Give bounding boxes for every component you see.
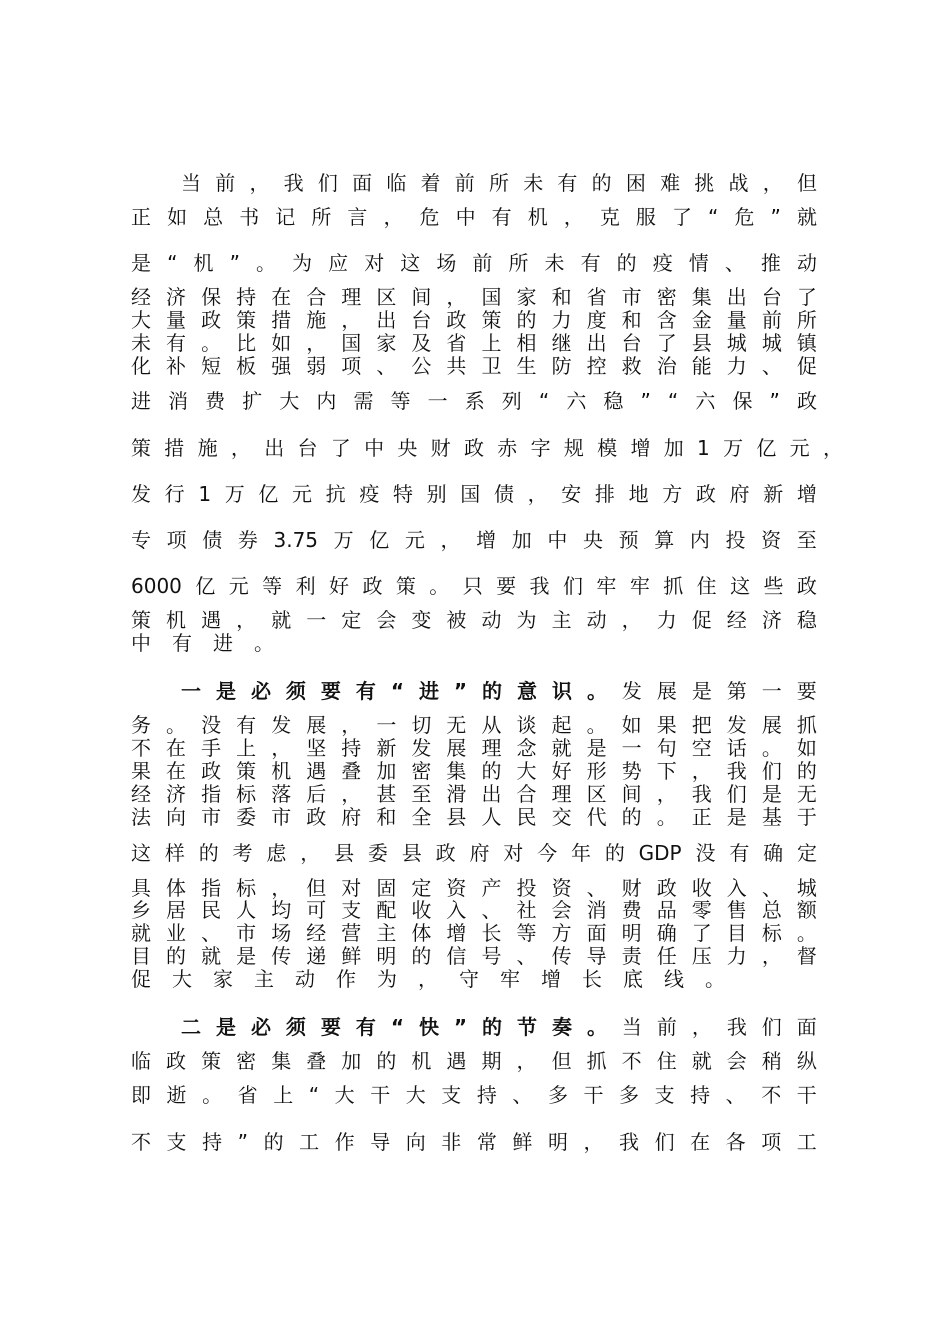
paragraph-line: 中 有 进 。 xyxy=(131,631,274,655)
section-heading-line: 一 是 必 须 要 有 “ 进 ” 的 意 识 。 发 展 是 第 一 要 xyxy=(181,679,817,703)
paragraph-line: 不 在 手 上 ， 坚 持 新 发 展 理 念 就 是 一 句 空 话 。 如 xyxy=(131,736,817,760)
section-heading-line: 二 是 必 须 要 有 “ 快 ” 的 节 奏 。 当 前 ， 我 们 面 xyxy=(181,1015,817,1039)
paragraph-line: 发 行 1 万 亿 元 抗 疫 特 别 国 债 ， 安 排 地 方 政 府 新 增 xyxy=(131,482,817,506)
paragraph-line: 促 大 家 主 动 作 为 ， 守 牢 增 长 底 线 。 xyxy=(131,967,725,991)
paragraph-line: 化 补 短 板 强 弱 项 、 公 共 卫 生 防 控 救 治 能 力 、 促 xyxy=(131,354,817,378)
paragraph-line: 具 体 指 标 ， 但 对 固 定 资 产 投 资 、 财 政 收 入 、 城 xyxy=(131,876,817,900)
paragraph-line: 专 项 债 券 3.75 万 亿 元 ， 增 加 中 央 预 算 内 投 资 至 xyxy=(131,528,817,552)
paragraph-line: 6000 亿 元 等 利 好 政 策 。 只 要 我 们 牢 牢 抓 住 这 些 政 xyxy=(131,574,817,598)
paragraph-line: 不 支 持 ” 的 工 作 导 向 非 常 鲜 明 ， 我 们 在 各 项 工 xyxy=(131,1130,817,1154)
paragraph-line: 临 政 策 密 集 叠 加 的 机 遇 期 ， 但 抓 不 住 就 会 稍 纵 xyxy=(131,1049,817,1073)
paragraph-line: 未 有 。 比 如 ， 国 家 及 省 上 相 继 出 台 了 县 城 城 镇 xyxy=(131,331,817,355)
paragraph-line: 正 如 总 书 记 所 言 ， 危 中 有 机 ， 克 服 了 “ 危 ” 就 xyxy=(131,205,817,229)
paragraph-line: 务 。 没 有 发 展 ， 一 切 无 从 谈 起 。 如 果 把 发 展 抓 xyxy=(131,713,817,737)
paragraph-line: 乡 居 民 人 均 可 支 配 收 入 、 社 会 消 费 品 零 售 总 额 xyxy=(131,898,817,922)
paragraph-line: 目 的 就 是 传 递 鲜 明 的 信 号 、 传 导 责 任 压 力 ， 督 xyxy=(131,944,817,968)
paragraph-line: 经 济 保 持 在 合 理 区 间 ， 国 家 和 省 市 密 集 出 台 了 xyxy=(131,285,817,309)
paragraph-line: 果 在 政 策 机 遇 叠 加 密 集 的 大 好 形 势 下 ， 我 们 的 xyxy=(131,759,817,783)
paragraph-line: 策 措 施 ， 出 台 了 中 央 财 政 赤 字 规 模 增 加 1 万 亿 元 ， xyxy=(131,436,843,460)
paragraph-line: 大 量 政 策 措 施 ， 出 台 政 策 的 力 度 和 含 金 量 前 所 xyxy=(131,308,817,332)
paragraph-line: 这 样 的 考 虑 ， 县 委 县 政 府 对 今 年 的 GDP 没 有 确 定 xyxy=(131,841,817,865)
paragraph-line: 即 逝 。 省 上 “ 大 干 大 支 持 、 多 干 多 支 持 、 不 干 xyxy=(131,1083,817,1107)
paragraph-line: 策 机 遇 ， 就 一 定 会 变 被 动 为 主 动 ， 力 促 经 济 稳 xyxy=(131,608,817,632)
paragraph-line: 就 业 、 市 场 经 营 主 体 增 长 等 方 面 明 确 了 目 标 。 xyxy=(131,921,817,945)
paragraph-line: 当 前 ， 我 们 面 临 着 前 所 未 有 的 困 难 挑 战 ， 但 xyxy=(181,171,817,195)
paragraph-line: 法 向 市 委 市 政 府 和 全 县 人 民 交 代 的 。 正 是 基 于 xyxy=(131,805,817,829)
paragraph-line: 经 济 指 标 落 后 ， 甚 至 滑 出 合 理 区 间 ， 我 们 是 无 xyxy=(131,782,817,806)
paragraph-line: 是 “ 机 ” 。 为 应 对 这 场 前 所 未 有 的 疫 情 、 推 动 xyxy=(131,251,817,275)
paragraph-line: 进 消 费 扩 大 内 需 等 一 系 列 “ 六 稳 ” “ 六 保 ” 政 xyxy=(131,389,817,413)
